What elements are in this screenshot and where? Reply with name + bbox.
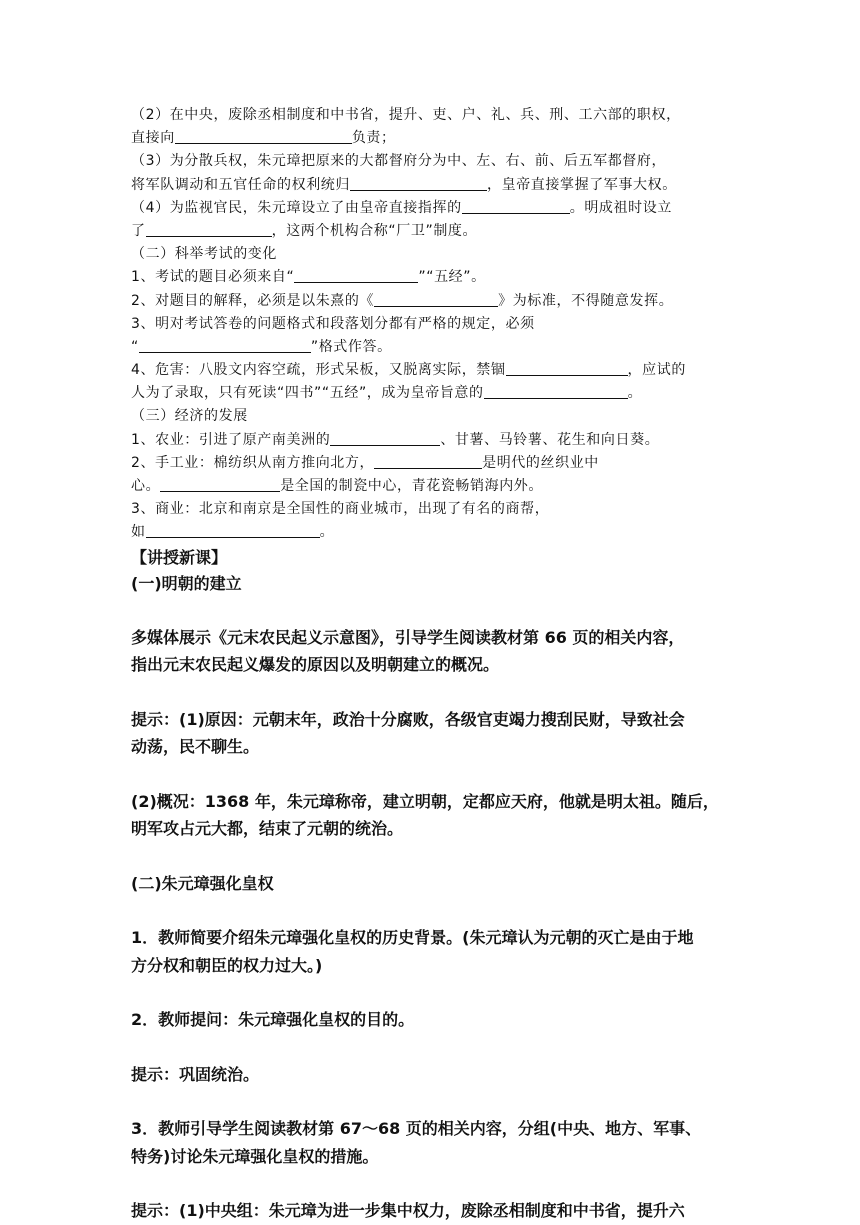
fill-blank <box>462 199 570 214</box>
fill-blank <box>350 176 487 191</box>
fill-blank <box>146 523 320 538</box>
section-title: (一)明朝的建立 <box>131 573 242 593</box>
text-line: 1、考试的题目必须来自“ ”“五经”。 <box>131 269 486 286</box>
fill-blank <box>294 268 418 283</box>
paragraph-line: 1．教师简要介绍朱元璋强化皇权的历史背景。(朱元璋认为元朝的灭亡是由于地 <box>131 928 694 948</box>
paragraph-line: 特务)讨论朱元璋强化皇权的措施。 <box>131 1146 379 1166</box>
section-subheading: （三）经济的发展 <box>131 408 248 425</box>
fill-blank <box>330 431 440 446</box>
document-page <box>131 104 741 1225</box>
paragraph-line: 3．教师引导学生阅读教材第 67～68 页的相关内容，分组(中央、地方、军事、 <box>131 1119 702 1139</box>
text-line: 2、手工业：棉纺织从南方推向北方， 是明代的丝织业中 <box>131 454 599 471</box>
text-line: 3、明对考试答卷的问题格式和段落划分都有严格的规定，必须 <box>131 315 535 332</box>
text-line: 4、危害：八股文内容空疏，形式呆板，又脱离实际，禁锢 ，应试的 <box>131 362 686 379</box>
fill-blank <box>160 477 280 492</box>
section-subheading: （二）科举考试的变化 <box>131 246 277 263</box>
paragraph-line: 提示：(1)原因：元朝末年，政治十分腐败，各级官吏竭力搜刮民财，导致社会 <box>131 709 685 729</box>
text-line: 将军队调动和五官任命的权利统归 ，皇帝直接掌握了军事大权。 <box>131 176 677 193</box>
fill-blank <box>175 129 352 144</box>
paragraph-line: 多媒体展示《元末农民起义示意图》，引导学生阅读教材第 66 页的相关内容， <box>131 627 685 647</box>
fill-blank <box>506 361 628 376</box>
fill-blank <box>374 292 498 307</box>
paragraph-line: 指出元末农民起义爆发的原因以及明朝建立的概况。 <box>131 655 500 675</box>
paragraph-line: 方分权和朝臣的权力过大。) <box>131 955 323 975</box>
text-line: 人为了录取，只有死读“四书”“五经”，成为皇帝旨意的 。 <box>131 385 643 402</box>
paragraph-line: 提示：(1)中央组：朱元璋为进一步集中权力，废除丞相制度和中书省，提升六 <box>131 1201 685 1221</box>
section-title: (二)朱元璋强化皇权 <box>131 873 274 893</box>
fill-blank <box>146 222 272 237</box>
text-line: 心。 是全国的制瓷中心，青花瓷畅销海内外。 <box>131 478 544 494</box>
paragraph-line: 明军攻占元大都，结束了元朝的统治。 <box>131 819 404 839</box>
text-line: （3）为分散兵权，朱元璋把原来的大都督府分为中、左、右、前、后五军都督府， <box>131 153 667 170</box>
text-line: 了 ，这两个机构合称“厂卫”制度。 <box>131 222 478 239</box>
text-line: 3、商业：北京和南京是全国性的商业城市，出现了有名的商帮， <box>131 501 550 518</box>
text-line: （4）为监视官民，朱元璋设立了由皇帝直接指挥的 。明成祖时设立 <box>131 199 672 216</box>
text-line: 2、对题目的解释，必须是以朱熹的《 》为标准，不得随意发挥。 <box>131 292 674 309</box>
review-section <box>131 104 741 545</box>
lesson-body <box>131 597 741 1225</box>
lesson-heading: 【讲授新课】 <box>131 547 228 567</box>
paragraph-line: (2)概况：1368 年，朱元璋称帝，建立明朝，定都应天府，他就是明太祖。随后， <box>131 791 719 811</box>
text-line: 直接向 负责； <box>131 130 396 147</box>
paragraph-line: 动荡，民不聊生。 <box>131 737 260 757</box>
fill-blank <box>374 454 482 469</box>
text-line: （2）在中央，废除丞相制度和中书省，提升、吏、户、礼、兵、刑、工六部的职权， <box>131 107 681 123</box>
paragraph-line: 2．教师提问：朱元璋强化皇权的目的。 <box>131 1010 415 1030</box>
fill-blank <box>484 384 628 399</box>
text-line: 如 。 <box>131 524 335 541</box>
text-line: 1、农业：引进了原产南美洲的 、甘薯、马铃薯、花生和向日葵。 <box>131 431 660 448</box>
text-line: “ ”格式作答。 <box>131 338 392 355</box>
fill-blank <box>139 338 311 353</box>
paragraph-line: 提示：巩固统治。 <box>131 1064 260 1084</box>
